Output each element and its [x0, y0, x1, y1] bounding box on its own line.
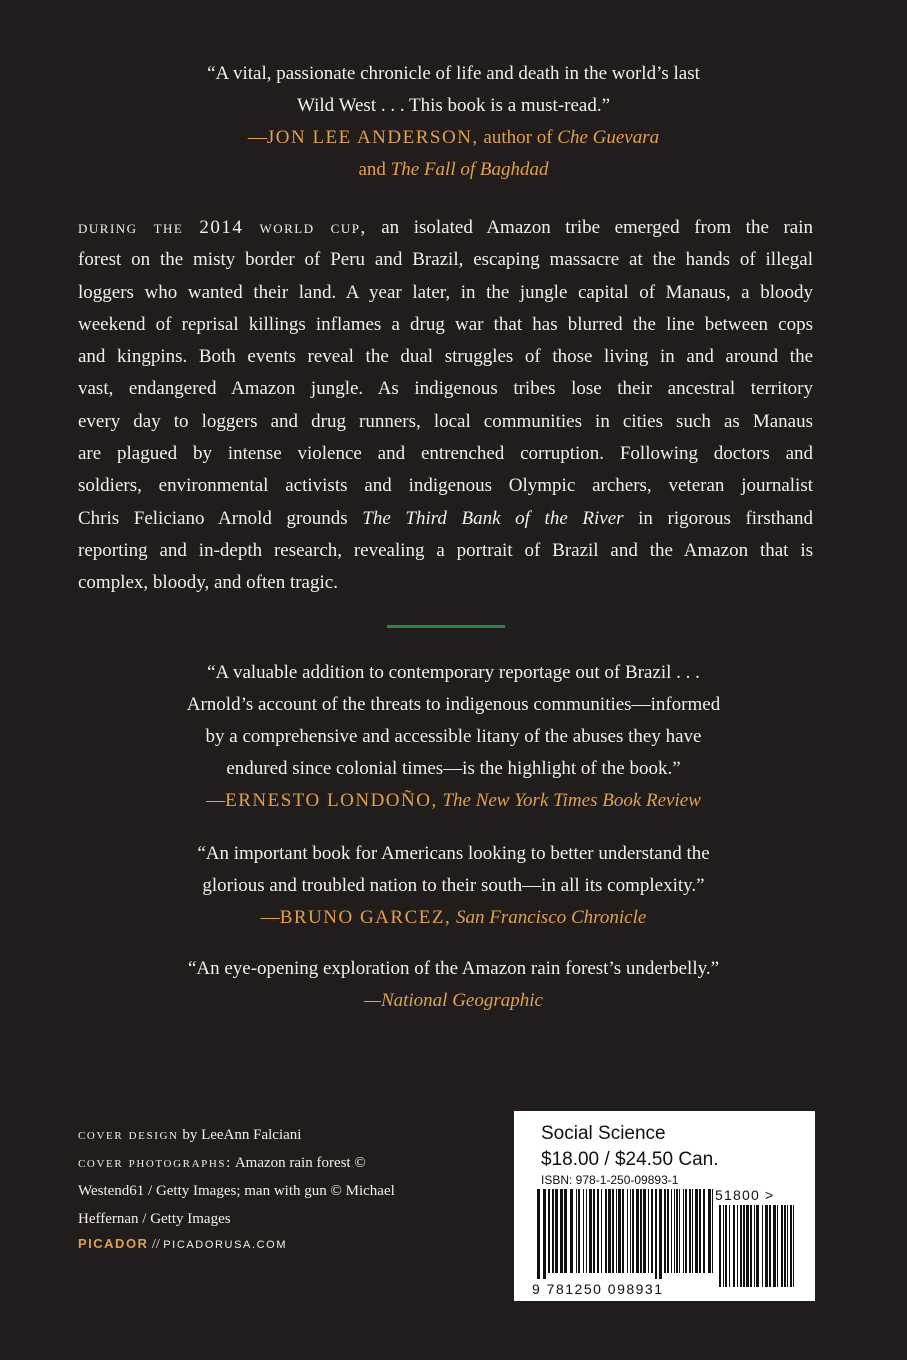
barcode-price: $18.00 / $24.50 Can.: [541, 1149, 719, 1170]
quote-anderson: [0, 58, 907, 186]
publisher-separator: //: [151, 1237, 160, 1252]
quote-text: by a comprehensive and accessible litany of the abuses they have: [205, 726, 702, 747]
quote-garcez: [0, 838, 907, 934]
barcode-bar: [769, 1205, 771, 1287]
barcode-bar: [655, 1189, 657, 1279]
barcode-label: [514, 1111, 815, 1301]
quote-text: Wild West . . . This book is a must-read.”: [296, 95, 611, 116]
barcode-bar: [765, 1205, 768, 1287]
barcode-bar: [664, 1189, 666, 1273]
barcode-digits: 9 781250 098931: [532, 1281, 664, 1297]
ean-barcode: [537, 1189, 715, 1279]
barcode-bar: [756, 1205, 759, 1287]
quote-author: ERNESTO LONDOÑO,: [225, 790, 438, 811]
quote-attribution: —BRUNO GARCEZ, San Francisco Chronicle: [260, 907, 647, 928]
barcode-addon-code: 51800 >: [715, 1187, 775, 1203]
barcode-bar: [784, 1205, 786, 1287]
credit-design: cover design by LeeAnn Falciani: [78, 1127, 302, 1143]
barcode-bar: [570, 1189, 573, 1273]
description-line: are plagued by intense violence and entrenched corruption. Following doctors and: [78, 443, 813, 465]
credit-photos-cont: Heffernan / Getty Images: [78, 1211, 231, 1227]
barcode-bar: [576, 1189, 577, 1273]
description-line: complex, bloody, and often tragic.: [78, 572, 338, 594]
barcode-bar: [671, 1189, 672, 1273]
barcode-bar: [601, 1189, 602, 1273]
quote-text: glorious and troubled nation to their south—in all its complexity.”: [202, 875, 705, 896]
barcode-bar: [537, 1189, 540, 1279]
publisher-logo: PICADOR: [78, 1236, 149, 1251]
barcode-bar: [740, 1205, 742, 1287]
publisher-url: PICADORUSA.COM: [163, 1239, 288, 1251]
barcode-bar: [578, 1189, 580, 1273]
barcode-bar: [729, 1205, 730, 1287]
barcode-bar: [583, 1189, 584, 1273]
barcode-bar: [703, 1189, 705, 1273]
description-lead: during the 2014 world cup,: [78, 217, 367, 238]
description-line: forest on the misty border of Peru and Brazil, escaping massacre at the hands of illegal: [78, 249, 813, 271]
book-title: Che Guevara: [557, 127, 660, 148]
barcode-bar: [552, 1189, 554, 1273]
quote-text: endured since colonial times—is the highlight of the book.”: [226, 758, 681, 779]
quote-text: Arnold’s account of the threats to indigenous communities—informed: [186, 694, 721, 715]
quote-text: “An eye-opening exploration of the Amazon rain forest’s underbelly.”: [187, 958, 720, 979]
description-line: Chris Feliciano Arnold grounds The Third Bank of the River in rigorous firsthand: [78, 507, 813, 529]
barcode-bar: [683, 1189, 684, 1273]
quote-attribution-cont: and The Fall of Baghdad: [358, 159, 549, 180]
barcode-bar: [737, 1205, 738, 1287]
barcode-bar: [725, 1205, 727, 1287]
barcode-bar: [555, 1189, 558, 1273]
quote-londono: [0, 657, 907, 817]
publisher-line: [78, 1236, 287, 1253]
quote-text: “A valuable addition to contemporary reportage out of Brazil . . .: [207, 662, 700, 683]
barcode-bar: [676, 1189, 678, 1273]
quote-author: BRUNO GARCEZ,: [279, 907, 452, 928]
quote-attribution: —JON LEE ANDERSON, author of Che Guevara: [247, 127, 660, 148]
barcode-bar: [692, 1189, 693, 1273]
quote-author: JON LEE ANDERSON,: [266, 127, 479, 148]
description-line: weekend of reprisal killings inflames a drug war that has blurred the line between cops: [78, 313, 813, 335]
description-line: reporting and in-depth research, revealing a portrait of Brazil and the Amazon that is: [78, 539, 813, 561]
barcode-bar: [793, 1205, 794, 1287]
barcode-bar: [773, 1205, 776, 1287]
quote-text: “An important book for Americans looking to better understand the: [197, 843, 710, 864]
barcode-bar: [679, 1189, 680, 1273]
barcode-bar: [699, 1189, 701, 1273]
barcode-bar: [781, 1205, 783, 1287]
barcode-bar: [762, 1205, 763, 1287]
barcode-bar: [564, 1189, 567, 1273]
credit-photos: cover photographs: Amazon rain forest ©: [78, 1155, 366, 1171]
barcode-bar: [636, 1189, 639, 1273]
barcode-bar: [597, 1189, 599, 1273]
barcode-bar: [667, 1189, 669, 1273]
quote-attribution: —ERNESTO LONDOÑO, The New York Times Book Review: [206, 790, 701, 811]
barcode-bar: [627, 1189, 628, 1273]
barcode-bar: [777, 1205, 778, 1287]
book-description: [78, 212, 813, 600]
barcode-bar: [754, 1205, 755, 1287]
barcode-bar: [608, 1189, 611, 1273]
quote-text: “A vital, passionate chronicle of life and death in the world’s last: [207, 63, 700, 84]
quote-source: San Francisco Chronicle: [455, 907, 647, 928]
barcode-bar: [586, 1189, 587, 1273]
barcode-bar: [695, 1189, 698, 1273]
barcode-bar: [708, 1189, 711, 1273]
barcode-bar: [651, 1189, 653, 1273]
barcode-bar: [640, 1189, 642, 1273]
quote-attribution: —National Geographic: [364, 990, 543, 1011]
cover-credits: [78, 1121, 478, 1233]
barcode-bar: [622, 1189, 624, 1273]
barcode-bar: [712, 1189, 713, 1273]
addon-barcode: [719, 1205, 799, 1293]
barcode-bar: [787, 1205, 788, 1287]
barcode-bar: [790, 1205, 792, 1287]
description-line: and kingpins. Both events reveal the dual struggles of those living in and around the: [78, 346, 813, 368]
barcode-bar: [733, 1205, 735, 1287]
quote-source: The New York Times Book Review: [442, 790, 701, 811]
description-line: soldiers, environmental activists and indigenous Olympic archers, veteran journalist: [78, 475, 813, 497]
barcode-bar: [605, 1189, 607, 1273]
book-title: The Fall of Baghdad: [390, 159, 549, 180]
barcode-bar: [719, 1205, 721, 1287]
description-line: every day to loggers and drug runners, local communities in cities such as Manaus: [78, 410, 813, 432]
quote-natgeo: [0, 953, 907, 1017]
barcode-bar: [548, 1189, 550, 1273]
barcode-bar: [612, 1189, 614, 1273]
barcode-bar: [630, 1189, 631, 1273]
barcode-bar: [616, 1189, 617, 1273]
barcode-bar: [750, 1205, 752, 1287]
book-title: The Third Bank of the River: [362, 507, 624, 529]
barcode-isbn: ISBN: 978-1-250-09893-1: [541, 1173, 679, 1187]
barcode-bar: [560, 1189, 563, 1273]
description-line: during the 2014 world cup, an isolated Amazon tribe emerged from the rain: [78, 217, 813, 238]
description-line: loggers who wanted their land. A year later, in the jungle capital of Manaus, a bloody: [78, 281, 813, 303]
credit-photos-cont: Westend61 / Getty Images; man with gun © Michael: [78, 1183, 395, 1199]
barcode-bar: [674, 1189, 675, 1273]
description-line: vast, endangered Amazon jungle. As indigenous tribes lose their ancestral territory: [78, 378, 813, 400]
barcode-bar: [723, 1205, 724, 1287]
barcode-bar: [543, 1189, 546, 1279]
barcode-bar: [743, 1205, 745, 1287]
barcode-bar: [632, 1189, 634, 1273]
quote-source: National Geographic: [380, 990, 543, 1011]
barcode-bar: [689, 1189, 691, 1273]
barcode-bar: [648, 1189, 649, 1273]
barcode-bar: [593, 1189, 595, 1273]
barcode-bar: [659, 1189, 662, 1279]
barcode-bar: [643, 1189, 646, 1273]
barcode-bar: [746, 1205, 749, 1287]
green-divider: [387, 625, 505, 628]
barcode-bar: [618, 1189, 621, 1273]
barcode-category: Social Science: [541, 1123, 666, 1144]
barcode-bar: [685, 1189, 687, 1273]
barcode-bar: [589, 1189, 592, 1273]
